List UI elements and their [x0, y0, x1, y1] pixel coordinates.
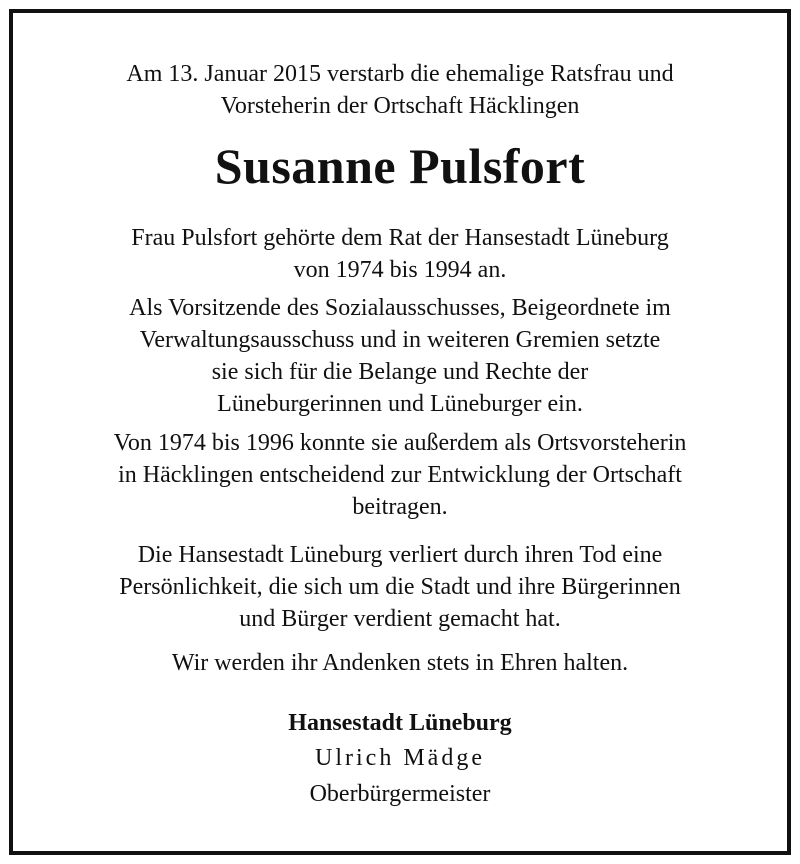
deceased-name: Susanne Pulsfort — [214, 138, 586, 194]
signature-signer: Ulrich Mädge — [315, 745, 485, 771]
paragraph-line: Als Vorsitzende des Sozialausschusses, Beigeordnete im — [129, 295, 671, 321]
paragraph-line: Frau Pulsfort gehörte dem Rat der Hansestadt Lüneburg — [131, 225, 669, 251]
paragraph-ortsvorsteherin — [0, 427, 800, 523]
paragraph-remembrance — [0, 647, 800, 679]
paragraph-line: Wir werden ihr Andenken stets in Ehren halten. — [171, 650, 629, 676]
intro-text — [0, 58, 800, 122]
paragraph-line: von 1974 bis 1994 an. — [293, 257, 507, 283]
paragraph-council — [0, 222, 800, 286]
paragraph-committees — [0, 292, 800, 420]
intro-line: Vorsteherin der Ortschaft Häcklingen — [220, 93, 580, 119]
paragraph-line: Lüneburgerinnen und Lüneburger ein. — [217, 391, 583, 417]
intro-line: Am 13. Januar 2015 verstarb die ehemalige Ratsfrau und — [126, 61, 674, 87]
paragraph-line: in Häcklingen entscheidend zur Entwicklung der Ortschaft — [118, 462, 682, 488]
signature-title: Oberbürgermeister — [309, 781, 491, 807]
paragraph-line: Von 1974 bis 1996 konnte sie außerdem als Ortsvorsteherin — [113, 430, 687, 456]
signature-organization: Hansestadt Lüneburg — [288, 710, 512, 736]
paragraph-tribute — [0, 539, 800, 635]
paragraph-line: Verwaltungsausschuss und in weiteren Gremien setzte — [139, 327, 661, 353]
paragraph-line: Die Hansestadt Lüneburg verliert durch ihren Tod eine — [137, 542, 663, 568]
paragraph-line: Persönlichkeit, die sich um die Stadt und ihre Bürgerinnen — [119, 574, 681, 600]
paragraph-line: und Bürger verdient gemacht hat. — [239, 606, 561, 632]
paragraph-line: beitragen. — [352, 494, 448, 520]
paragraph-line: sie sich für die Belange und Rechte der — [211, 359, 589, 385]
